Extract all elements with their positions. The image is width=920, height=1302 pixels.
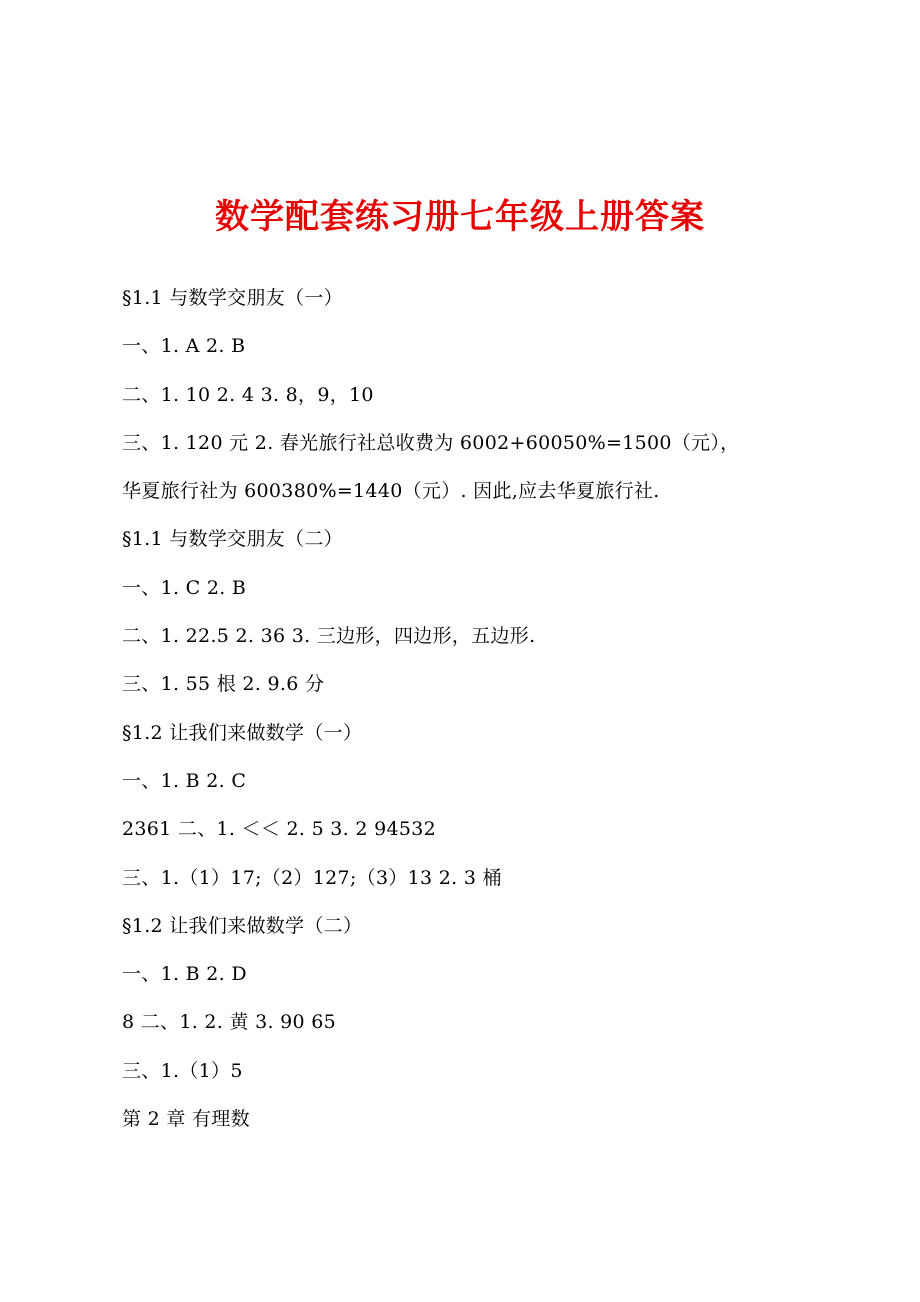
answer-line: 2361 二、1. ＜＜ 2. 5 3. 2 94532 [122,818,437,841]
answer-line: 一、1. B 2. C [122,769,247,792]
answer-line: 三、1.（1）17;（2）127;（3）13 2. 3 桶 [122,866,502,889]
answer-line: 一、1. B 2. D [122,963,247,986]
answer-list [122,284,822,1153]
section-heading-1-2-part-2: §1.2 让我们来做数学（二） [122,914,363,937]
section-heading-1-2-part-1: §1.2 让我们来做数学（一） [122,721,363,744]
answer-line: 三、1.（1）5 [122,1059,243,1082]
answer-line: 三、1. 55 根 2. 9.6 分 [122,673,325,696]
answer-line: 华夏旅行社为 600380%=1440（元）. 因此,应去华夏旅行社. [122,480,660,503]
answer-line: 二、1. 10 2. 4 3. 8，9，10 [122,383,374,406]
chapter-heading: 第 2 章 有理数 [122,1108,250,1131]
section-heading-1-1-part-1: §1.1 与数学交朋友（一） [122,287,343,309]
answer-line: 一、1. C 2. B [122,576,247,599]
answer-line: 三、1. 120 元 2. 春光旅行社总收费为 6002+60050%=1500（元）， [122,431,740,454]
document-title: 数学配套练习册七年级上册答案 [215,197,705,237]
answer-line: 一、1. A 2. B [122,335,246,358]
answer-line: 二、1. 22.5 2. 36 3. 三边形，四边形，五边形. [122,625,536,648]
section-heading-1-1-part-2: §1.1 与数学交朋友（二） [122,528,343,551]
answer-line: 8 二、1. 2. 黄 3. 90 65 [122,1011,337,1034]
